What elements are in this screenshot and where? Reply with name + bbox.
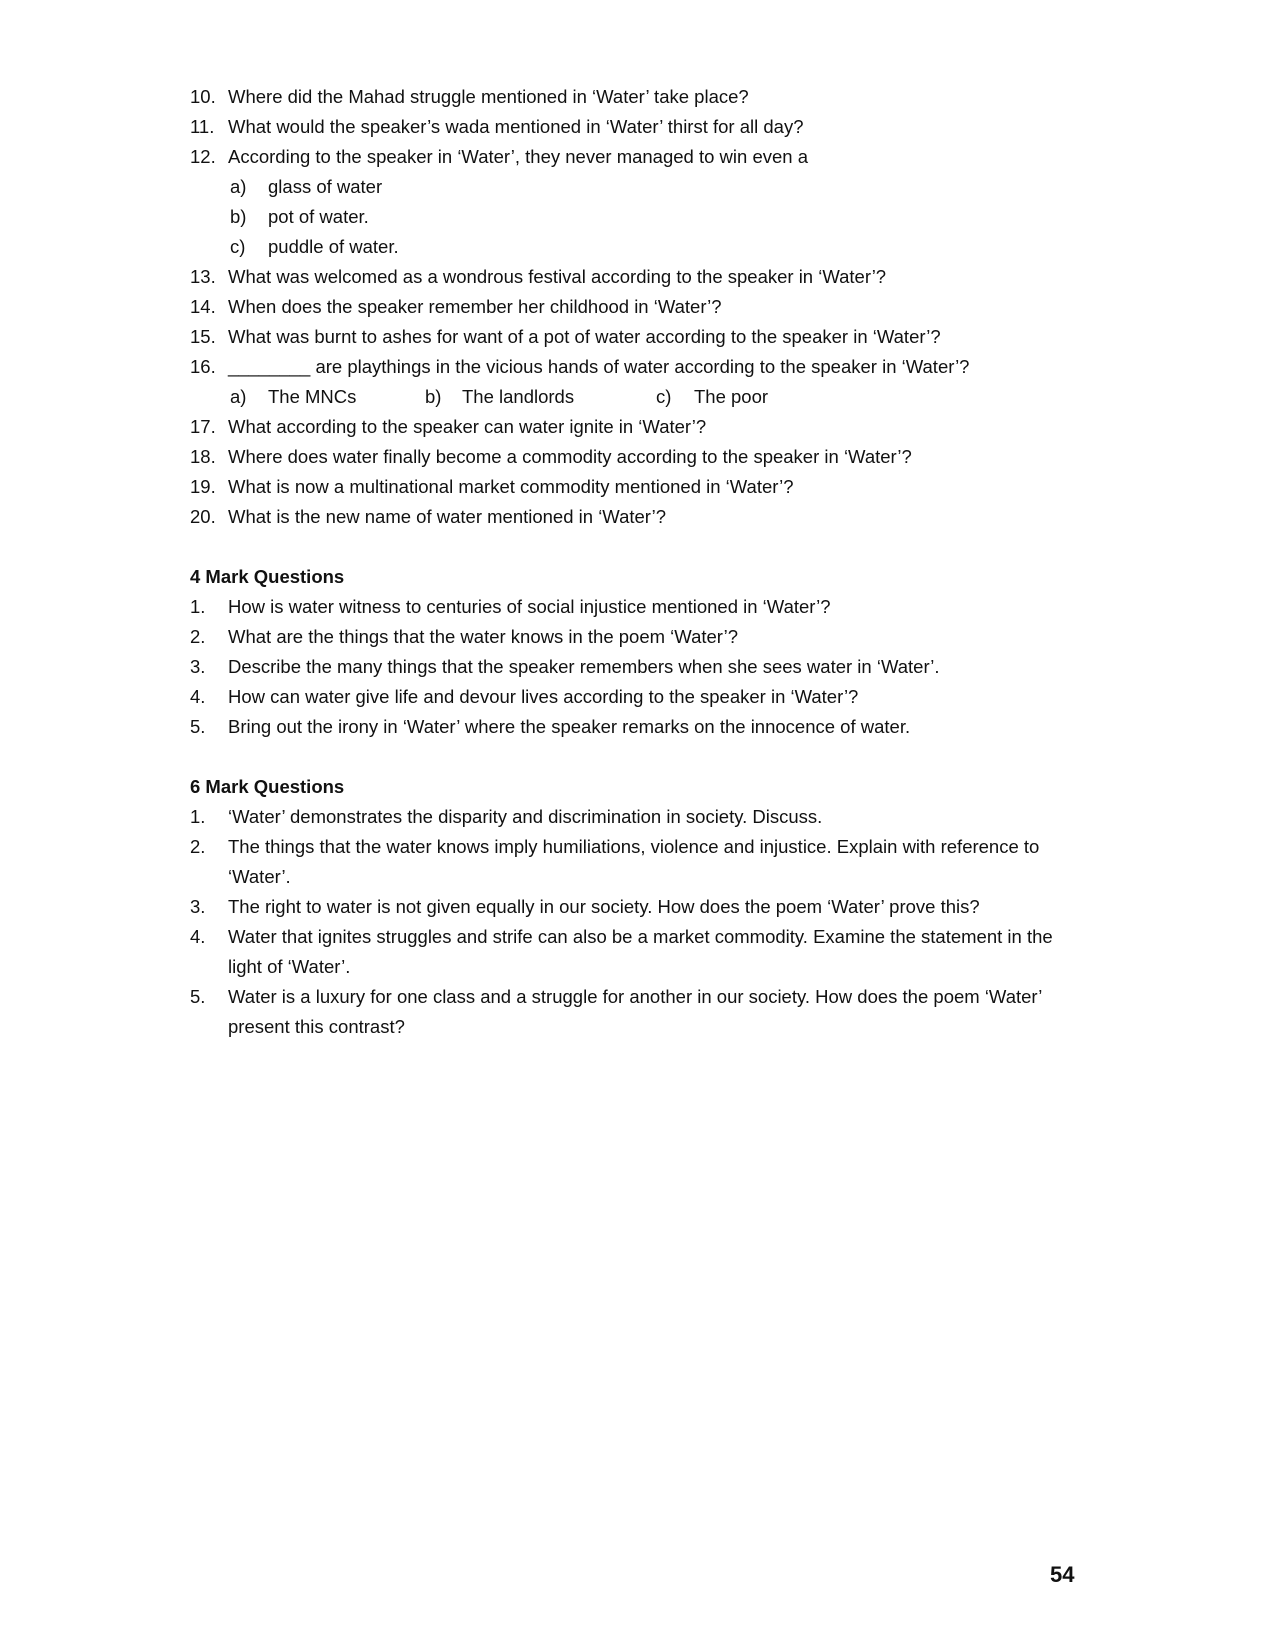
question-text: Where did the Mahad struggle mentioned in ‘Water’ take place?	[228, 86, 749, 107]
six-mark-question	[190, 922, 1080, 982]
six-mark-question	[190, 982, 1080, 1042]
four-mark-question	[190, 712, 1080, 742]
four-mark-question	[190, 592, 1080, 622]
spacer	[190, 742, 1080, 772]
question-number: 2.	[190, 836, 206, 857]
question-text: Where does water finally become a commodity according to the speaker in ‘Water’?	[228, 446, 912, 467]
question-number: 1.	[190, 596, 206, 617]
page-number: 54	[1050, 1562, 1075, 1587]
question-text: How can water give life and devour lives according to the speaker in ‘Water’?	[228, 686, 859, 707]
question-text: What would the speaker’s wada mentioned in ‘Water’ thirst for all day?	[228, 116, 804, 137]
four-mark-question	[190, 622, 1080, 652]
question-number: 2.	[190, 626, 206, 647]
six-mark-question	[190, 892, 1080, 922]
question-text: Describe the many things that the speaker remembers when she sees water in ‘Water’.	[228, 656, 940, 677]
spacer	[190, 532, 1080, 562]
question-12	[190, 142, 1080, 172]
option-text: The landlords	[462, 386, 575, 407]
question-number: 20.	[190, 506, 216, 527]
question-18	[190, 442, 1080, 472]
question-text: What was burnt to ashes for want of a pot of water according to the speaker in ‘Water’?	[228, 326, 941, 347]
question-number: 1.	[190, 806, 206, 827]
question-10	[190, 82, 1080, 112]
option-row	[190, 172, 1080, 202]
question-text: Bring out the irony in ‘Water’ where the speaker remarks on the innocence of water.	[228, 716, 911, 737]
question-number: 4.	[190, 686, 206, 707]
option-letter: c)	[656, 386, 672, 407]
question-16	[190, 352, 1080, 382]
option-row	[190, 202, 1080, 232]
question-text: ________ are playthings in the vicious hands of water according to the speaker in ‘Water’?	[228, 356, 970, 377]
question-text: What according to the speaker can water ignite in ‘Water’?	[228, 416, 707, 437]
question-17	[190, 412, 1080, 442]
six-mark-heading: 6 Mark Questions	[190, 776, 345, 797]
question-number: 16.	[190, 356, 216, 377]
question-number: 5.	[190, 716, 206, 737]
option-row	[190, 232, 1080, 262]
question-text: When does the speaker remember her childhood in ‘Water’?	[228, 296, 722, 317]
question-number: 19.	[190, 476, 216, 497]
option-letter: b)	[230, 206, 247, 227]
four-mark-question	[190, 682, 1080, 712]
question-text: According to the speaker in ‘Water’, they never managed to win even a	[228, 146, 808, 167]
question-number: 3.	[190, 656, 206, 677]
four-mark-heading: 4 Mark Questions	[190, 566, 345, 587]
question-text: What was welcomed as a wondrous festival according to the speaker in ‘Water’?	[228, 266, 887, 287]
question-text: What are the things that the water knows in the poem ‘Water’?	[228, 626, 739, 647]
question-text: The right to water is not given equally in our society. How does the poem ‘Water’ prove this?	[228, 896, 980, 917]
four-mark-question	[190, 652, 1080, 682]
option-letter: c)	[230, 236, 246, 257]
option-text: pot of water.	[268, 206, 369, 227]
question-text: Water is a luxury for one class and a struggle for another in our society. How does the poem ‘Water’ present this contrast?	[228, 986, 1042, 1037]
question-15	[190, 322, 1080, 352]
question-number: 12.	[190, 146, 216, 167]
question-14	[190, 292, 1080, 322]
question-text: How is water witness to centuries of social injustice mentioned in ‘Water’?	[228, 596, 831, 617]
option-letter: a)	[230, 176, 247, 197]
option-text: puddle of water.	[268, 236, 399, 257]
option-text: The MNCs	[268, 386, 357, 407]
question-20	[190, 502, 1080, 532]
question-19	[190, 472, 1080, 502]
six-mark-question	[190, 832, 1080, 892]
question-text: What is now a multinational market commodity mentioned in ‘Water’?	[228, 476, 794, 497]
question-number: 11.	[190, 116, 215, 137]
option-letter: b)	[425, 386, 442, 407]
question-number: 18.	[190, 446, 216, 467]
option-letter: a)	[230, 386, 247, 407]
inline-options-row	[190, 382, 1080, 412]
question-number: 4.	[190, 926, 206, 947]
question-number: 13.	[190, 266, 216, 287]
question-13	[190, 262, 1080, 292]
question-text: ‘Water’ demonstrates the disparity and discrimination in society. Discuss.	[228, 806, 823, 827]
option-text: The poor	[694, 386, 769, 407]
question-11	[190, 112, 1080, 142]
question-text: What is the new name of water mentioned in ‘Water’?	[228, 506, 667, 527]
question-text: Water that ignites struggles and strife can also be a market commodity. Examine the statement in the light of ‘Water’.	[228, 926, 1053, 977]
page-content	[190, 82, 1080, 1042]
question-number: 10.	[190, 86, 216, 107]
question-number: 3.	[190, 896, 206, 917]
question-text: The things that the water knows imply humiliations, violence and injustice. Explain with reference to ‘Water’.	[228, 836, 1040, 887]
question-number: 17.	[190, 416, 216, 437]
six-mark-question	[190, 802, 1080, 832]
question-number: 5.	[190, 986, 206, 1007]
question-number: 14.	[190, 296, 216, 317]
option-text: glass of water	[268, 176, 383, 197]
question-number: 15.	[190, 326, 216, 347]
